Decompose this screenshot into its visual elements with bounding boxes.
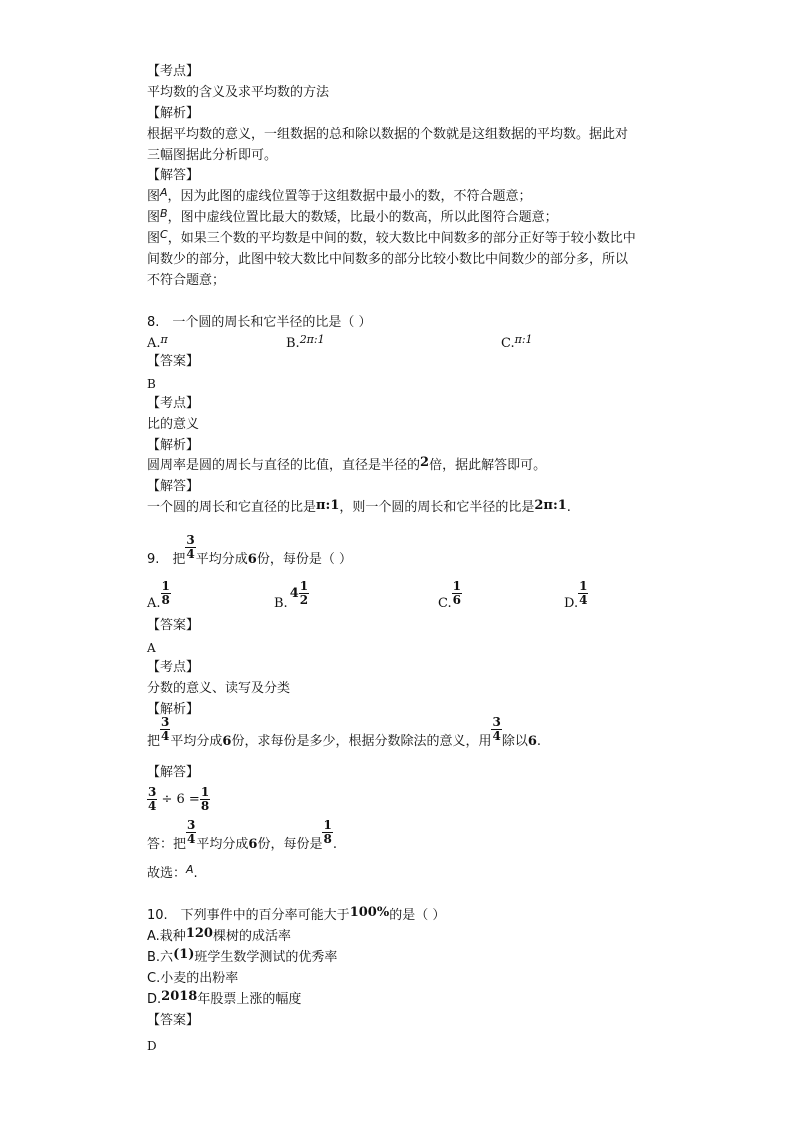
option-label: D. xyxy=(564,596,579,611)
fraction xyxy=(452,580,462,607)
fraction xyxy=(299,580,309,607)
numerator: 1 xyxy=(299,579,309,593)
option-label: C. xyxy=(438,596,452,611)
math-number: 6 xyxy=(527,734,537,749)
numerator: 3 xyxy=(186,533,195,547)
guxuan-label: 故选： xyxy=(147,866,187,881)
section-label-jieda: 【解答】 xyxy=(147,168,200,183)
fraction xyxy=(491,716,501,743)
math-number: 6 xyxy=(222,734,232,749)
denominator: 8 xyxy=(323,832,332,846)
figure-prefix: 图 xyxy=(147,210,161,225)
numerator: 1 xyxy=(579,579,588,593)
jieda-part: ，则一个圆的周长和它半径的比是 xyxy=(339,500,535,515)
jieda-line-c-2: 间数少的部分，此图中较大数比中间数多的部分比较小数比中间数少的部分多，所以 xyxy=(147,252,629,267)
jiexi-part: 份，求每份是多少，根据分数除法的意义，用 xyxy=(231,734,492,749)
kaodian-text: 比的意义 xyxy=(147,417,200,432)
section-label-kaodian: 【考点】 xyxy=(147,396,200,411)
math-ratio: 2π:1 xyxy=(534,498,567,513)
jieda-line-a xyxy=(147,187,532,207)
numerator: 3 xyxy=(161,715,170,729)
answer-value: D xyxy=(147,1039,157,1053)
option-label: A. xyxy=(147,596,161,611)
guxuan-end: . xyxy=(193,866,198,881)
option-part: B.六 xyxy=(147,950,174,965)
numerator: 3 xyxy=(492,715,501,729)
section-label-jiexi: 【解析】 xyxy=(147,106,200,121)
jieda-text xyxy=(147,498,571,518)
option-value: π xyxy=(160,333,168,346)
kaodian-text: 平均数的含义及求平均数的方法 xyxy=(147,85,330,100)
question-8: 8. 一个圆的周长和它半径的比是（ ） xyxy=(147,315,372,330)
figure-var-b: B xyxy=(160,207,168,220)
fraction xyxy=(578,580,588,607)
answer-statement xyxy=(147,818,337,865)
guxuan-line xyxy=(147,864,198,884)
jiexi-text-line-1: 根据平均数的意义，一组数据的总和除以数据的个数就是这组数据的平均数。据此对 xyxy=(147,127,629,142)
option-part: 棵树的成活率 xyxy=(212,929,291,944)
question-pre: 9. 把 xyxy=(147,552,186,567)
numerator: 3 xyxy=(148,785,157,799)
option-label: A. xyxy=(147,336,161,351)
option-c xyxy=(438,579,462,611)
jieda-line-c xyxy=(147,229,636,249)
answer-part: 平均分成 xyxy=(196,837,249,852)
section-label-kaodian: 【考点】 xyxy=(147,660,200,675)
denominator: 8 xyxy=(161,593,170,607)
denominator: 4 xyxy=(492,729,501,743)
calc-line xyxy=(147,786,210,813)
denominator: 2 xyxy=(299,593,309,607)
option-value: π:1 xyxy=(514,333,533,346)
math-number: 6 xyxy=(248,837,258,852)
denominator: 4 xyxy=(187,832,196,846)
question-mid: 平均分成 xyxy=(195,552,248,567)
option-b xyxy=(147,948,337,968)
option-value: 2π:1 xyxy=(299,333,325,346)
fraction xyxy=(147,786,157,813)
option-a xyxy=(147,579,171,611)
math-ratio: π:1 xyxy=(316,498,340,513)
jiexi-part: . xyxy=(536,734,542,749)
section-label-daan: 【答案】 xyxy=(147,354,200,369)
numerator: 1 xyxy=(200,785,210,799)
option-c xyxy=(501,333,533,352)
section-label-jieda: 【解答】 xyxy=(147,479,200,494)
jiexi-text-line-2: 三幅图据此分析即可。 xyxy=(147,148,278,163)
math-number: 2018 xyxy=(161,989,198,1004)
jiexi-post: 倍，据此解答即可。 xyxy=(429,458,547,473)
math-number: 100% xyxy=(349,905,390,920)
answer-part: . xyxy=(332,837,337,852)
math-number: 120 xyxy=(185,926,213,941)
math-number: 2 xyxy=(420,455,430,470)
answer-value: B xyxy=(147,377,156,391)
fraction xyxy=(186,819,196,846)
jieda-c-text: ，如果三个数的平均数是中间的数，较大数比中间数多的部分正好等于较小数比中 xyxy=(167,231,636,246)
jieda-part: . xyxy=(566,500,571,515)
option-part: 班学生数学测试的优秀率 xyxy=(194,950,338,965)
option-c: C.小麦的出粉率 xyxy=(147,971,239,986)
math-number: 6 xyxy=(247,552,257,567)
fraction xyxy=(322,819,332,846)
fraction xyxy=(161,580,171,607)
section-label-jiexi: 【解析】 xyxy=(147,702,200,717)
option-b xyxy=(274,579,309,611)
question-post: 份，每份是（ ） xyxy=(256,552,352,567)
option-label: C. xyxy=(501,336,515,351)
jiexi-pre: 圆周率是圆的周长与直径的比值，直径是半径的 xyxy=(147,458,421,473)
section-label-daan: 【答案】 xyxy=(147,1013,200,1028)
jiexi-text xyxy=(147,456,546,476)
denominator: 6 xyxy=(452,593,461,607)
denominator: 4 xyxy=(579,593,588,607)
kaodian-text: 分数的意义、读写及分类 xyxy=(147,681,291,696)
question-10 xyxy=(147,906,445,926)
jieda-line-b xyxy=(147,208,558,228)
section-label-daan: 【答案】 xyxy=(147,618,200,633)
jiexi-part: 把 xyxy=(147,734,161,749)
denominator: 4 xyxy=(148,799,157,813)
numerator: 1 xyxy=(452,579,461,593)
denominator: 4 xyxy=(186,547,195,561)
section-label-jieda: 【解答】 xyxy=(147,765,200,780)
jieda-b-text: ，图中虚线位置比最大的数矮，比最小的数高，所以此图符合题意； xyxy=(167,210,558,225)
option-part: 年股票上涨的幅度 xyxy=(197,992,302,1007)
fraction xyxy=(200,786,210,813)
fraction xyxy=(185,534,195,561)
option-b xyxy=(286,333,325,352)
guxuan-var: A xyxy=(186,863,194,876)
math-number: (1) xyxy=(173,947,195,962)
section-label-jiexi: 【解析】 xyxy=(147,438,200,453)
jieda-a-text: ，因为此图的虚线位置等于这组数据中最小的数，不符合题意； xyxy=(167,189,532,204)
question-post: 的是（ ） xyxy=(389,908,446,923)
numerator: 1 xyxy=(161,579,170,593)
answer-part: 答：把 xyxy=(147,837,187,852)
option-a xyxy=(147,927,291,947)
denominator: 8 xyxy=(200,799,210,813)
calc-operator: ÷ 6 = xyxy=(161,792,200,807)
jiexi-part: 平均分成 xyxy=(170,734,223,749)
answer-value: A xyxy=(147,641,156,655)
fraction xyxy=(160,716,170,743)
question-9 xyxy=(147,533,352,580)
jieda-part: 一个圆的周长和它直径的比是 xyxy=(147,500,317,515)
figure-prefix: 图 xyxy=(147,189,161,204)
jiexi-text xyxy=(147,715,542,762)
mixed-whole: 4 xyxy=(289,586,299,601)
figure-var-c: C xyxy=(160,228,168,241)
section-label-kaodian: 【考点】 xyxy=(147,64,200,79)
figure-var-a: A xyxy=(160,186,168,199)
jiexi-part: 除以 xyxy=(501,734,528,749)
jieda-line-c-3: 不符合题意； xyxy=(147,273,226,288)
option-a xyxy=(147,333,168,352)
option-label: B. xyxy=(274,596,288,611)
option-label: B. xyxy=(286,336,300,351)
numerator: 1 xyxy=(323,818,332,832)
denominator: 4 xyxy=(161,729,170,743)
figure-prefix: 图 xyxy=(147,231,161,246)
answer-part: 份，每份是 xyxy=(257,837,323,852)
question-pre: 10. 下列事件中的百分率可能大于 xyxy=(147,908,350,923)
option-d xyxy=(147,990,301,1010)
option-part: A.栽种 xyxy=(147,929,186,944)
option-part: D. xyxy=(147,992,162,1007)
numerator: 3 xyxy=(187,818,196,832)
option-d xyxy=(564,579,588,611)
